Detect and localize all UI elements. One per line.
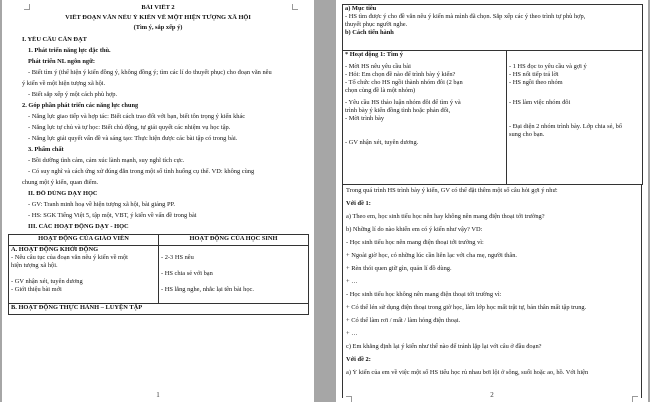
topic-2-heading: Với đề 2:: [346, 356, 371, 363]
paragraph-line: ý kiến về một hiện tượng xã hội.: [22, 80, 106, 87]
method-heading: b) Cách tiến hành: [345, 29, 394, 36]
cell-line: - GV nhận xét, tuyên dương: [11, 278, 83, 285]
teacher-column: [9, 246, 159, 304]
table-header-teacher: HOẠT ĐỘNG CỦA GIÁO VIÊN: [9, 235, 159, 246]
cell-line: sung cho bạn.: [509, 131, 545, 138]
cell-line: - Đại diện 2 nhóm trình bày. Lớp chia sẻ, bổ: [509, 123, 622, 130]
page-number: 1: [156, 391, 160, 399]
cell-line: - GV nhận xét, tuyên dương.: [345, 139, 419, 146]
paragraph-line: - Năng lực giải quyết vấn đề và sáng tạo: Thực hiện được các bài tập có trong bài.: [28, 135, 238, 142]
cell-line: - Mời trình bày: [345, 115, 385, 122]
paragraph-line: - Học sinh tiểu học nên mang điện thoại tới trường vì:: [346, 239, 484, 246]
heading-general: 2. Góp phần phát triển các năng lực chung: [22, 102, 139, 109]
paragraph-line: a) Theo em, học sinh tiểu học nên hay không nên mang điện thoại tới trường?: [346, 213, 545, 220]
section-b-heading: B. HOẠT ĐỘNG THỰC HÀNH – LUYỆN TẬP: [9, 304, 309, 315]
cell-line: - 2-3 HS nêu: [161, 254, 194, 261]
paragraph-line: - Năng lực giao tiếp và hợp tác: Biết cách trao đổi với bạn, biết tôn trọng ý kiến khác: [28, 113, 246, 120]
heading-specific: 1. Phát triển năng lực đặc thù.: [28, 47, 111, 54]
cell-line: trình bày ý kiến đồng tình hoặc phản đối,: [345, 107, 451, 114]
cell-line: - HS chia sẻ với bạn: [161, 270, 213, 277]
cell-line: - HS nối tiếp trả lời: [509, 71, 559, 78]
cell-line: - 1 HS đọc to yêu cầu và gợi ý: [509, 63, 587, 70]
teacher-column: [343, 51, 507, 185]
paragraph-line: - Học sinh tiểu học không nên mang điện thoại tới trường vì:: [346, 291, 502, 298]
cell-line: - HS làm việc nhóm đôi: [509, 99, 571, 106]
lesson-subtitle: VIẾT ĐOẠN VĂN NÊU Ý KIẾN VỀ MỘT HIỆN TƯỢNG XÃ HỘI: [65, 14, 251, 21]
activity-table-continued: [342, 4, 643, 185]
activity-1-heading: * Hoạt động 1: Tìm ý: [345, 51, 403, 58]
cell-line: - Nêu câu tục của đoạn văn nêu ý kiến về một: [11, 254, 128, 261]
cell-line: - HS lắng nghe, nhắc lại tên bài học.: [161, 286, 254, 293]
activity-table: [8, 234, 309, 315]
document-page-1: [2, 0, 314, 402]
topic-1-heading: Với đề 1:: [346, 200, 371, 207]
cell-line: - Hỏi: Em chọn đề nào để trình bày ý kiến?: [345, 71, 456, 78]
cell-line: - Mời HS nêu yêu cầu bài: [345, 63, 411, 70]
paragraph-line: - GV: Tranh minh hoạ về hiện tượng xã hội, bài giảng PP.: [28, 201, 175, 208]
objective-heading: a) Mục tiêu: [345, 5, 377, 12]
paragraph-line: + Có thể lén sử dụng điện thoại trong giờ học, làm lớp học mất trật tự, bản thân mất tập trung.: [346, 304, 587, 311]
section-a-heading: A. HOẠT ĐỘNG KHỞI ĐỘNG: [11, 246, 99, 253]
paragraph-line: a) Ý kiến của em về việc một số HS tiểu học rủ nhau bơi lội ở sông, suối hoặc ao, hồ. Với hiện: [346, 369, 589, 376]
paragraph-line: c) Em khẳng định lại ý kiến như thế nào để tránh lặp lại với câu ở đầu đoạn?: [346, 343, 542, 350]
cell-line: - Giới thiệu bài mới: [11, 286, 62, 293]
student-column: [507, 51, 643, 185]
paragraph-line: - Có suy nghĩ và cách ứng xử đúng đắn trong một số tình huống cụ thể. VD: không cùng: [28, 168, 255, 175]
paragraph-line: b) Những lí do nào khiến em có ý kiến như vậy? VD:: [346, 226, 483, 233]
heading-activities: III. CÁC HOẠT ĐỘNG DẠY - HỌC: [28, 223, 129, 230]
table-header-student: HOẠT ĐỘNG CỦA HỌC SINH: [159, 235, 309, 246]
heading-requirements: I. YÊU CẦU CẦN ĐẠT: [22, 36, 87, 43]
cell-line: chọn cùng đề là một nhóm): [345, 87, 416, 94]
lesson-title: BÀI VIẾT 2: [141, 4, 175, 11]
page-number: 2: [490, 391, 494, 399]
cell-line: - Tổ chức cho HS ngồi thành nhóm đôi (2 bạn: [345, 79, 463, 86]
paragraph-line: - Bồi dưỡng tình cảm, cảm xúc lành mạnh, suy nghĩ tích cực.: [28, 157, 185, 164]
paragraph-line: - Năng lực tự chủ và tự học: Biết chủ động, tự giải quyết các nhiệm vụ học tập.: [28, 124, 231, 131]
cell-line: - Yêu cầu HS thảo luận nhóm đôi để tìm ý và: [345, 99, 461, 106]
paragraph-line: + Ngoài giờ học, có những lúc cần liên lạc với cha mẹ, người thân.: [346, 252, 517, 259]
paragraph-line: Trong quá trình HS trình bày ý kiến, GV có thể đặt thêm một số câu hỏi gợi ý như:: [346, 187, 558, 194]
heading-qualities: 3. Phẩm chất: [28, 146, 64, 153]
paragraph-line: + …: [346, 278, 358, 285]
paragraph-line: + Rèn thói quen giữ gìn, quản lí đồ dùng.: [346, 265, 452, 272]
paragraph-line: chung một ý kiến, quan điểm.: [22, 179, 99, 186]
paragraph-line: - Biết tìm ý (thể hiện ý kiến đồng ý, không đồng ý; tìm các lí do thuyết phục) cho đoạn văn nêu: [28, 69, 272, 76]
cell-line: - HS ngồi theo nhóm: [509, 79, 563, 86]
objective-cell: [343, 5, 643, 51]
paragraph-line: - HS: SGK Tiếng Việt 5, tập một, VBT, ý kiến về vấn đề trong bài: [28, 212, 197, 219]
paragraph-line: + Có thể làm rơi / mất / làm hỏng điện thoại.: [346, 317, 461, 324]
cell-line: - HS tìm được ý cho đề văn nêu ý kiến mà mình đã chọn. Sắp xếp các ý theo trình tự phù hợp,: [345, 13, 586, 20]
student-column: [159, 246, 309, 304]
paragraph-line: - Biết sắp xếp ý một cách phù hợp.: [28, 91, 118, 98]
cell-line: thuyết phục người nghe.: [345, 21, 408, 28]
document-page-2: [336, 0, 648, 402]
cell-line: hiện tượng xã hội.: [11, 262, 58, 269]
paragraph-line: + …: [346, 330, 358, 337]
heading-materials: II. ĐỒ DÙNG DẠY HỌC: [28, 190, 98, 197]
lesson-subtitle-2: (Tìm ý, sắp xếp ý): [133, 24, 183, 31]
heading-language: Phát triển NL ngôn ngữ:: [28, 58, 96, 65]
